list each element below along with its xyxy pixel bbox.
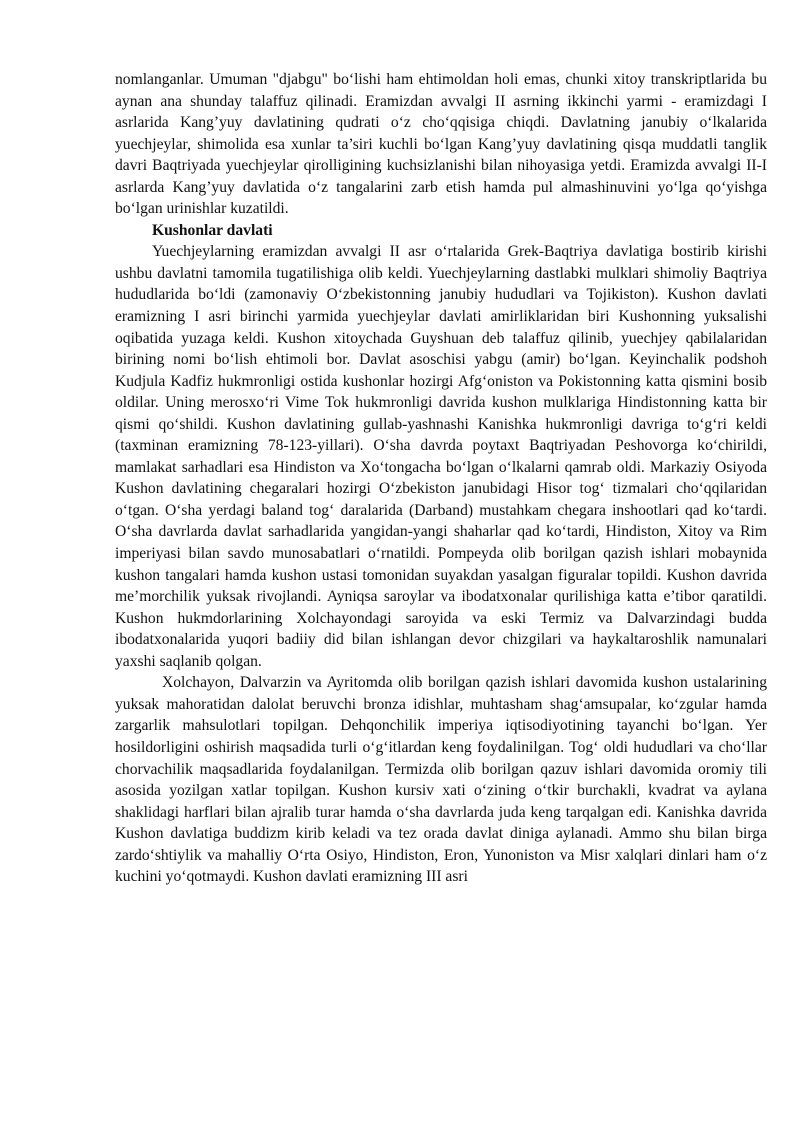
paragraph-3: Xolchayon, Dalvarzin va Ayritomda olib borilgan qazish ishlari davomida kushon ustalarining yuksak mahoratidan dalolat beruvchi bronza idishlar, muhtasham shag‘amsupalar, ko‘zgular hamda zargarlik mahsulotlari topilgan. Dehqonchilik imperiya iqtisodiyotining tayanchi bo‘lgan. Yer hosildorligini oshirish maqsadida turli o‘g‘itlardan keng foydalinilgan. Tog‘ oldi hududlari va cho‘llar chorvachilik maqsadlarida foydalanilgan. Termizda olib borilgan qazuv ishlari davomida oromiy tili asosida yozilgan xatlar topilgan. Kushon kursiv xati o‘zining o‘tkir burchakli, kvadrat va aylana shaklidagi harflari bilan ajralib turar hamda o‘sha davrlarda juda keng tarqalgan edi. Kanishka davrida Kushon davlatiga buddizm kirib keladi va tez orada davlat diniga aylanadi. Ammo shu bilan birga zardo‘shtiylik va mahalliy O‘rta Osiyo, Hindiston, Eron, Yunoniston va Misr xalqlari dinlari ham o‘z kuchini yo‘qotmaydi. Kushon davlati eramizning III asri (115, 674, 767, 886)
paragraph-1: nomlanganlar. Umuman "djabgu" bo‘lishi ham ehtimoldan holi emas, chunki xitoy transkriptlarida bu aynan ana shunday talaffuz qilinadi. Eramizdan avvalgi II asrning ikkinchi yarmi - eramizdagi I asrlarida Kang’yuy davlatining qudrati o‘z cho‘qqisiga chiqdi. Davlatning janubiy o‘lkalarida yuechjeylar, shimolida esa xunlar ta’siri kuchli bo‘lgan Kang’yuy davlatining qisqa muddatli tanglik davri Baqtriyada yuechjeylar qirolligining kuchsizlanishi bilan nihoyasiga yetdi. Eramizda avvalgi II-I asrlarda Kang’yuy davlatida o‘z tangalarini zarb etish hamda pul almashinuvini yo‘lga qo‘yishga bo‘lgan urinishlar kuzatildi. (115, 71, 767, 218)
paragraph-2: Yuechjeylarning eramizdan avvalgi II asr o‘rtalarida Grek-Baqtriya davlatiga bostirib kirishi ushbu davlatni tamomila tugatilishiga olib keldi. Yuechjeylarning dastlabki mulklari shimoliy Baqtriya hududlarida bo‘ldi (zamonaviy O‘zbekistonning janubiy hududlari va Tojikiston). Kushon davlati eramizning I asri birinchi yarmida yuechjeylar davlati amirliklaridan biri Kushonning yuksalishi oqibatida yuzaga keldi. Kushon xitoychada Guyshuan deb talaffuz qilinib, yuechjey qabilalaridan birining nomi bo‘lish ehtimoli bor. Davlat asoschisi yabgu (amir) bo‘lgan. Keyinchalik podshoh Kudjula Kadfiz hukmronligi ostida kushonlar hozirgi Afg‘oniston va Pokistonning katta qismini bosib oldilar. Uning merosxo‘ri Vime Tok hukmronligi davrida kushon mulklariga Hindistonning katta bir qismi qo‘shildi. Kushon davlatining gullab-yashnashi Kanishka hukmronligi davriga to‘g‘ri keldi (taxminan eramizning 78-123-yillari). O‘sha davrda poytaxt Baqtriyadan Peshovorga ko‘chirildi, mamlakat sarhadlari esa Hindiston va Xo‘tongacha bo‘lgan o‘lkalarni qamrab oldi. Markaziy Osiyoda Kushon davlatining chegaralari hozirgi O‘zbekiston janubidagi Hisor tog‘ tizmalari cho‘qqilaridan o‘tgan. O‘sha yerdagi baland tog‘ daralarida (Darband) mustahkam chegara inshootlari qad ko‘tardi. O‘sha davrlarda davlat sarhadlarida yangidan-yangi shaharlar qad ko‘tardi, Hindiston, Xitoy va Rim imperiyasi bilan savdo munosabatlari o‘rnatildi. Pompeyda olib borilgan qazish ishlari mobaynida kushon tangalari hamda kushon ustasi tomonidan suyakdan yasalgan figuralar topildi. Kushon davrida me’morchilik yuksak rivojlandi. Ayniqsa saroylar va ibodatxonalar qurilishiga katta e’tibor qaratildi. Kushon hukmdorlarining Xolchayondagi saroyida va eski Termiz va Dalvarzindagi budda ibodatxonalarida yuqori badiiy did bilan ishlangan devor chizgilari va haykaltaroshlik namunalari yaxshi saqlanib qolgan. (115, 243, 767, 670)
document-page (115, 69, 767, 888)
section-heading: Kushonlar davlati (152, 221, 273, 239)
